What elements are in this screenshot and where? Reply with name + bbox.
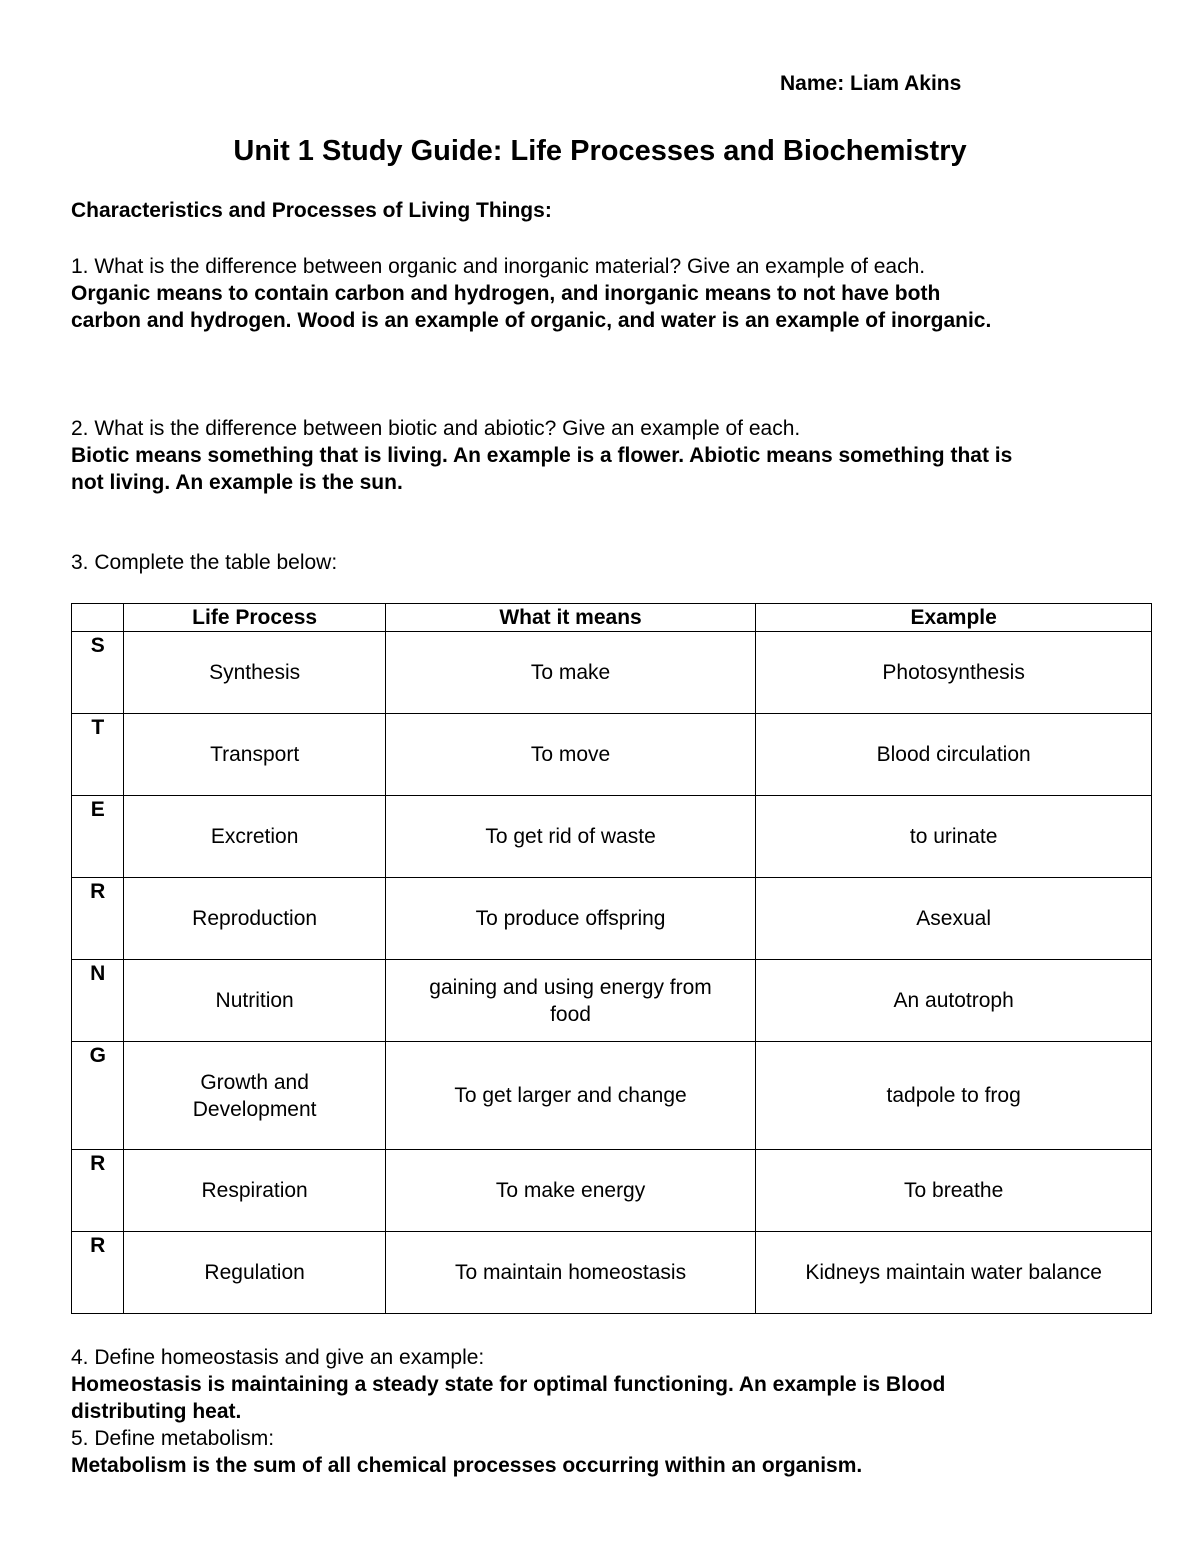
table-header-row xyxy=(72,604,1152,632)
answer-line: Metabolism is the sum of all chemical processes occurring within an organism. xyxy=(71,1454,863,1477)
question-1-answer xyxy=(71,280,1161,334)
row-process: Reproduction xyxy=(124,878,385,960)
row-process: Excretion xyxy=(124,796,385,878)
row-example: Photosynthesis xyxy=(756,632,1152,714)
row-example: Asexual xyxy=(756,878,1152,960)
row-letter: S xyxy=(72,632,124,714)
row-letter: G xyxy=(72,1042,124,1150)
row-letter: R xyxy=(72,1232,124,1314)
row-meaning: To maintain homeostasis xyxy=(385,1232,755,1314)
row-example: Blood circulation xyxy=(756,714,1152,796)
row-meaning: To get larger and change xyxy=(385,1042,755,1150)
answer-line: distributing heat. xyxy=(71,1400,242,1423)
header-what-it-means: What it means xyxy=(385,604,755,632)
row-letter: R xyxy=(72,1150,124,1232)
header-example: Example xyxy=(756,604,1152,632)
table-row xyxy=(72,960,1152,1042)
row-process: Synthesis xyxy=(124,632,385,714)
answer-line: Biotic means something that is living. An example is a flower. Abiotic means something that is xyxy=(71,444,1013,467)
question-2-answer xyxy=(71,442,1161,496)
row-meaning: To make xyxy=(385,632,755,714)
row-process: Transport xyxy=(124,714,385,796)
row-letter: E xyxy=(72,796,124,878)
student-name: Name: Liam Akins xyxy=(780,72,962,95)
row-process: Respiration xyxy=(124,1150,385,1232)
section-heading: Characteristics and Processes of Living Things: xyxy=(71,199,552,222)
header-letter xyxy=(72,604,124,632)
row-example: tadpole to frog xyxy=(756,1042,1152,1150)
question-2-prompt: 2. What is the difference between biotic and abiotic? Give an example of each. xyxy=(71,417,801,440)
table-row xyxy=(72,878,1152,960)
question-4-prompt: 4. Define homeostasis and give an example: xyxy=(71,1346,485,1369)
row-meaning: To move xyxy=(385,714,755,796)
answer-line: carbon and hydrogen. Wood is an example of organic, and water is an example of inorganic. xyxy=(71,309,992,332)
table-row xyxy=(72,1232,1152,1314)
table-row xyxy=(72,632,1152,714)
answer-line: Homeostasis is maintaining a steady state for optimal functioning. An example is Blood xyxy=(71,1373,946,1396)
row-example: To breathe xyxy=(756,1150,1152,1232)
row-process: Nutrition xyxy=(124,960,385,1042)
row-letter: T xyxy=(72,714,124,796)
row-example: to urinate xyxy=(756,796,1152,878)
row-meaning: To get rid of waste xyxy=(385,796,755,878)
table-row xyxy=(72,1150,1152,1232)
answer-line: not living. An example is the sun. xyxy=(71,471,403,494)
page-title: Unit 1 Study Guide: Life Processes and Biochemistry xyxy=(233,135,967,167)
question-3-prompt: 3. Complete the table below: xyxy=(71,551,338,574)
question-1-prompt: 1. What is the difference between organic and inorganic material? Give an example of each. xyxy=(71,255,926,278)
row-process: Growth and Development xyxy=(124,1042,385,1150)
table-row xyxy=(72,714,1152,796)
header-life-process: Life Process xyxy=(124,604,385,632)
row-letter: R xyxy=(72,878,124,960)
question-5-prompt: 5. Define metabolism: xyxy=(71,1427,275,1450)
row-meaning: To make energy xyxy=(385,1150,755,1232)
question-4-answer xyxy=(71,1371,1161,1425)
row-letter: N xyxy=(72,960,124,1042)
life-processes-table xyxy=(71,603,1152,1314)
row-example: Kidneys maintain water balance xyxy=(756,1232,1152,1314)
answer-line: Organic means to contain carbon and hydrogen, and inorganic means to not have both xyxy=(71,282,941,305)
row-example: An autotroph xyxy=(756,960,1152,1042)
question-5-answer xyxy=(71,1452,1161,1479)
row-process: Regulation xyxy=(124,1232,385,1314)
row-meaning: gaining and using energy from food xyxy=(385,960,755,1042)
row-meaning: To produce offspring xyxy=(385,878,755,960)
table-row xyxy=(72,796,1152,878)
table-row xyxy=(72,1042,1152,1150)
